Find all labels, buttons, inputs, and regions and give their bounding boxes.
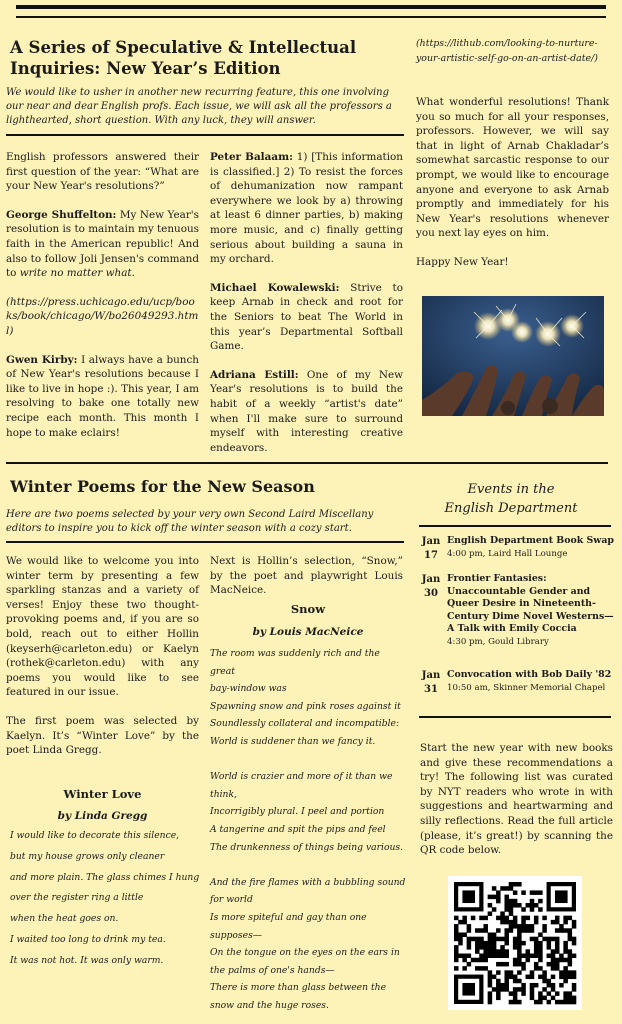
poem1-title: Winter Love xyxy=(63,787,142,801)
poem2-lines xyxy=(210,645,406,1014)
kowalewski-response xyxy=(210,281,403,354)
poem2-title: Snow xyxy=(290,602,326,616)
poem2 xyxy=(210,601,406,1014)
estill-name: Adriana Estill: xyxy=(210,368,299,381)
poem1-line: when the heat goes on. xyxy=(10,913,119,925)
event-date xyxy=(420,669,442,697)
section1-lede: We would like to usher in another new recurring feature, this one involving our near and dear English profs. Each issue, we will ask all the professors a lighthearted, short question. With any luck, they will answer. xyxy=(6,87,392,126)
first-selection-text: The first poem was selected by Kaelyn. It’s “Winter Love” by the poet Linda Gregg. xyxy=(6,714,199,757)
poem1-author: by Linda Gregg xyxy=(57,810,148,822)
section1-divider xyxy=(6,134,404,136)
books-blurb: Start the new year with new books and give these recommendations a try! The following list was curated by NYT readers who wrote in with suggestions and heartwarming and silly reflections. Read the full article (please, it’s great!) by scanning the QR code below. xyxy=(420,742,613,857)
intro-text: English professors answered their first question of the year: “What are your New Year's resolutions?” xyxy=(6,151,199,193)
balaam-text: 1) [This information is classified.] 2) To resist the forces of dehumanization now rampant everywhere we look by a) throwing at least 6 dinner parties, b) making more music, and c) finally getting serious about building a sauna in my orchard. xyxy=(210,151,403,266)
sparklers-image xyxy=(422,296,604,416)
event-info xyxy=(447,669,615,694)
event-location: 4:00 pm, Laird Hall Lounge xyxy=(447,548,568,559)
event-month: Jan xyxy=(421,536,441,547)
shuffelton-name: George Shuffelton: xyxy=(6,208,117,221)
kowalewski-text: Strive to keep Arnab in check and root for the Seniors to beat The World in this year’s Departmental Softball Game. xyxy=(210,281,403,353)
event-month: Jan xyxy=(421,574,441,585)
title-line-1: A Series of Speculative & Intellectual xyxy=(10,38,357,57)
poem1-line: I would like to decorate this silence, xyxy=(10,830,180,841)
estill-text: One of my New Year's resolutions is to build the habit of a weekly “artist's date” when I'll make sure to surround myself with interesting creative endeavors. xyxy=(210,368,403,454)
top-rule-thin xyxy=(16,16,606,18)
next-selection-text: Next is Hollin’s selection, “Snow,” by the poet and playwright Louis MacNeice. xyxy=(210,555,403,597)
happy-new-year: Happy New Year! xyxy=(416,255,509,268)
kirby-text: I always have a bunch of New Year's resolutions because I like to live in hope :). This year, I am resolving to bake one totally new recipe each month. This month I hope to make eclairs! xyxy=(6,353,199,439)
event-location: 4:30 pm, Gould Library xyxy=(447,636,549,647)
top-rule xyxy=(16,5,606,9)
shuffelton-text: My New Year's resolution is to maintain my tenuous faith in the American republic! And also to follow Joli Jensen's command to xyxy=(6,208,199,280)
poem2-line: The drunkenness of things being various. xyxy=(210,841,404,853)
section2-col1 xyxy=(6,554,199,772)
poem2-line: supposes— xyxy=(210,929,262,941)
poem2-line: The room was suddenly rich and the great xyxy=(210,648,380,677)
qr-code[interactable] xyxy=(448,876,582,1010)
section1-col1 xyxy=(6,150,199,454)
poem2-line: And the fire flames with a bubbling sound xyxy=(210,876,406,888)
poem2-line: for world xyxy=(210,894,253,906)
poem1-line: over the register ring a little xyxy=(10,892,144,904)
poem2-line xyxy=(210,856,406,874)
kirby-response xyxy=(6,353,199,441)
event-title: English Department Book Swap xyxy=(447,535,614,546)
poem2-line: the palms of one's hands— xyxy=(210,964,335,976)
shuffelton-response xyxy=(6,208,199,281)
poem2-line: On the tongue on the eyes on the ears in xyxy=(210,947,400,959)
event-title: Frontier Fantasies: Unaccountable Gender and Queer Desire in Nineteenth-Century Dime Novel Westerns—A Talk with Emily Coccia xyxy=(447,573,614,634)
poem2-line: think, xyxy=(210,788,237,800)
balaam-response xyxy=(210,150,403,267)
section1-title xyxy=(10,37,405,79)
section2-lede: Here are two poems selected by your very own Second Laird Miscellany editors to inspire you to kick off the winter season with a cozy start. xyxy=(6,509,374,534)
poem2-line: Is more spiteful and gay than one xyxy=(210,911,367,923)
event-day: 17 xyxy=(424,550,438,561)
estill-link[interactable]: (https://lithub.com/looking-to-nurture-your-artistic-self-go-on-an-artist-date/) xyxy=(416,38,598,64)
events-rule-bottom xyxy=(419,716,611,718)
event-location: 10:50 am, Skinner Memorial Chapel xyxy=(447,682,606,693)
poem1-line: I waited too long to drink my tea. xyxy=(10,933,166,945)
poem2-line: Soundlessly collateral and incompatible: xyxy=(210,718,400,730)
poem2-line xyxy=(210,751,406,769)
event-month: Jan xyxy=(421,670,441,681)
event-date xyxy=(420,535,442,563)
balaam-name: Peter Balaam: xyxy=(210,151,293,163)
events-title-line1: Events in the xyxy=(467,482,555,497)
poem2-line: World is crazier and more of it than we xyxy=(210,771,393,783)
section2-title xyxy=(10,477,405,497)
poem2-line: Spawning snow and pink roses against it xyxy=(210,700,401,712)
event-title: Convocation with Bob Daily '82 xyxy=(447,669,612,680)
poem2-line: There is more than glass between the xyxy=(210,982,387,994)
events-title-line2: English Department xyxy=(444,501,578,516)
estill-response xyxy=(210,368,403,456)
poem1-lines xyxy=(6,826,199,972)
event-date xyxy=(420,573,442,601)
poem1-line: and more plain. The glass chimes I hung xyxy=(10,871,200,883)
poem1-line: but my house grows only cleaner xyxy=(10,850,165,862)
section-divider xyxy=(6,462,608,464)
poem2-line: bay-window was xyxy=(210,683,287,695)
poem2-line: A tangerine and spit the pips and feel xyxy=(210,823,386,835)
poem2-line: snow and the huge roses. xyxy=(210,999,329,1011)
poem1 xyxy=(6,786,199,972)
title-line-2: Inquiries: New Year’s Edition xyxy=(10,59,281,78)
poem2-line: World is suddener than we fancy it. xyxy=(210,735,376,747)
winter-poems-heading: Winter Poems for the New Season xyxy=(10,477,315,496)
events-rule-top xyxy=(419,525,611,527)
closing-text: What wonderful resolutions! Thank you so much for all your responses, professors. However, we will say that in light of Arnab Chakladar’s somewhat sarcastic response to our prompt, we would like to encourage anyone and everyone to ask Arnab promptly and immediately for his New Year's resolutions whenever you next lay eyes on him. xyxy=(416,96,609,240)
poem2-author: by Louis MacNeice xyxy=(252,626,364,638)
kowalewski-name: Michael Kowalewski: xyxy=(210,281,340,294)
sparklers-photo xyxy=(422,296,604,416)
poem1-line: It was not hot. It was only warm. xyxy=(10,954,164,966)
section1-col3 xyxy=(416,95,609,284)
event-info xyxy=(447,573,615,648)
event-day: 31 xyxy=(424,684,438,695)
kirby-name: Gwen Kirby: xyxy=(6,353,78,366)
welcome-text: We would like to welcome you into winter term by presenting a few sparkling stanzas and a variety of verses! Enjoy these two thought-provoking poems and, if you are so bold, reach out to either Hollin (keyserh@carleton.edu) or Kaelyn (rothek@carleton.edu) with any poems you would like to see featured in our issue. xyxy=(6,555,199,699)
shuffelton-link[interactable]: (https://press.uchicago.edu/ucp/books/book/chicago/W/bo26049293.html) xyxy=(6,295,199,337)
section1-col2 xyxy=(210,150,403,469)
events-heading xyxy=(416,480,606,518)
event-info xyxy=(447,535,615,560)
shuffelton-italic: write no matter what. xyxy=(19,267,135,280)
poem2-line: Incorrigibly plural. I peel and portion xyxy=(210,806,385,818)
section2-divider xyxy=(6,541,404,543)
qr-code-image xyxy=(448,876,582,1010)
event-day: 30 xyxy=(424,588,438,599)
